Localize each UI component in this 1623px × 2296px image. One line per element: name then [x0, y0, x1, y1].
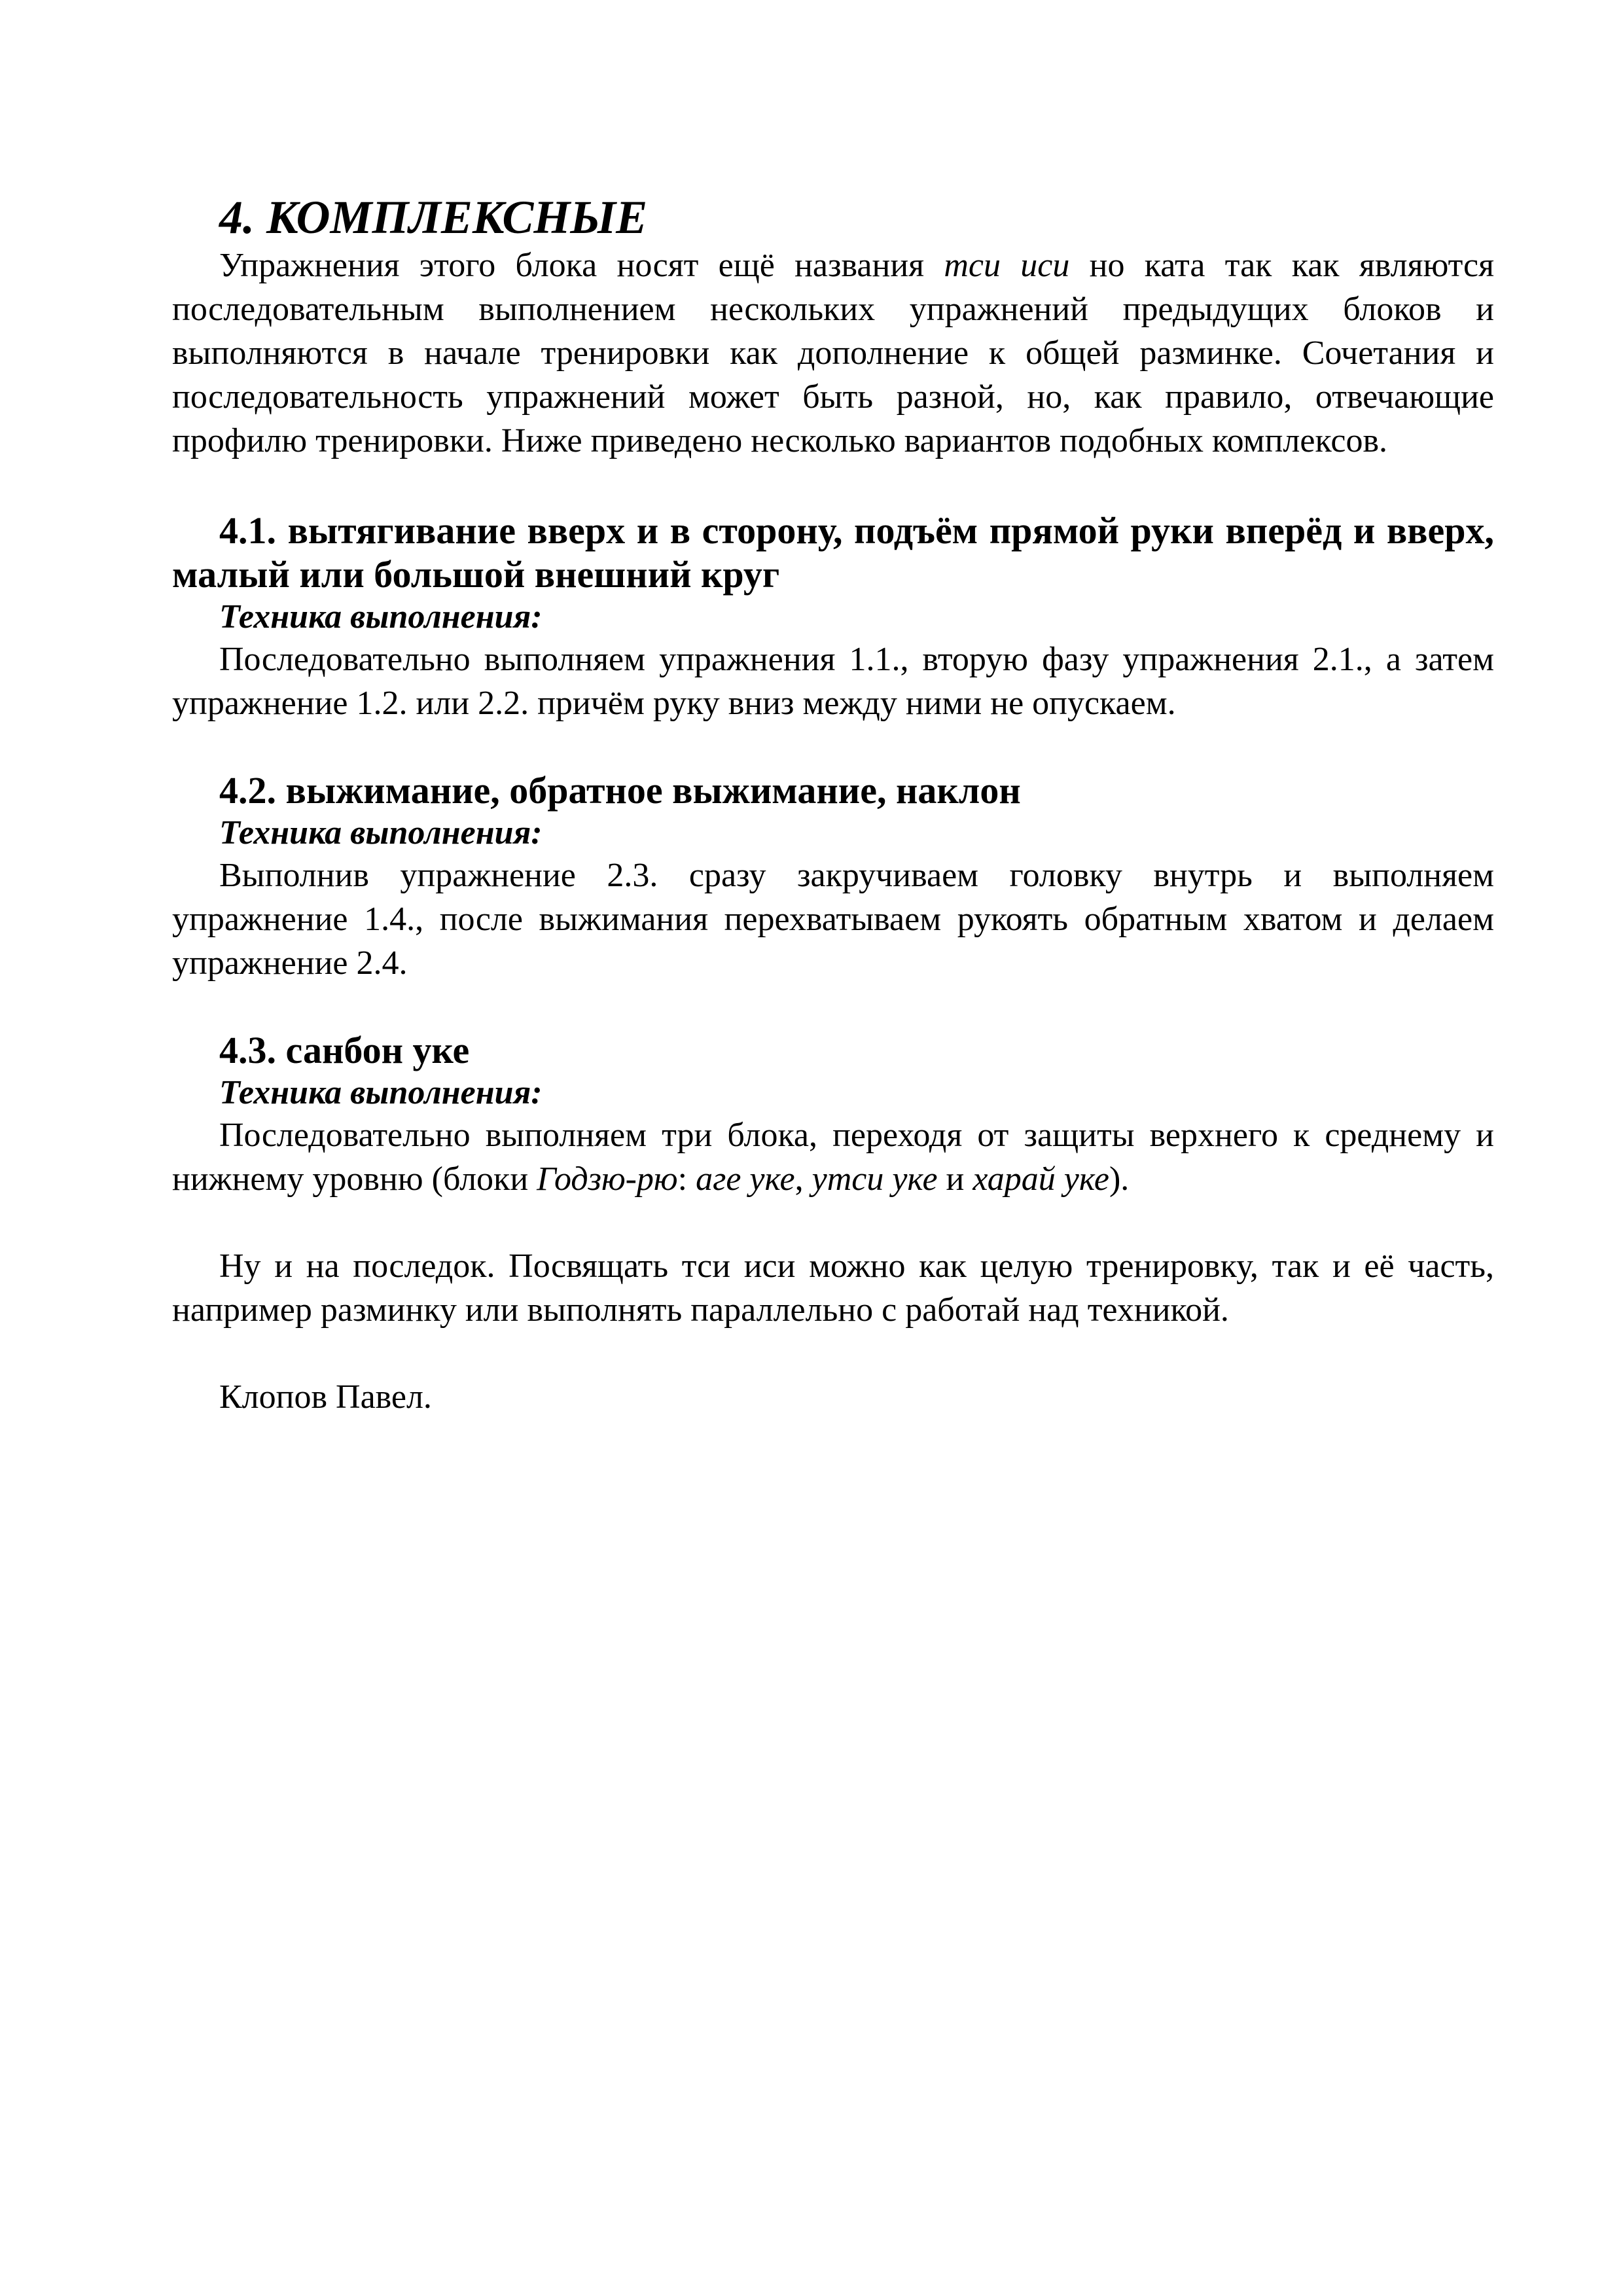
text-part: Последовательно выполняем три блока, переходя от защиты верхнего к среднему и нижнему уровню (блоки: [172, 1117, 1494, 1198]
author-signature: Клопов Павел.: [219, 1378, 432, 1416]
subsection-heading-4-3: 4.3. санбон уке: [219, 1029, 470, 1071]
text-part: :: [677, 1160, 696, 1198]
intro-paragraph: [172, 243, 1494, 463]
document-page: [172, 191, 1494, 1419]
closing-paragraph: Ну и на последок. Посвящать тси иси можно как целую тренировку, так и её часть, например разминку или выполнять параллельно с работай над техникой.: [172, 1247, 1494, 1329]
technique-label-4-1: Техника выполнения:: [219, 598, 543, 636]
intro-italic-term: тси иси: [944, 247, 1070, 284]
subsection-text-4-2: Выполнив упражнение 2.3. сразу закручиваем головку внутрь и выполняем упражнение 1.4., после выжимания перехватываем рукоять обратным хватом и делаем упражнение 2.4.: [172, 857, 1494, 982]
technique-label-4-3: Техника выполнения:: [219, 1074, 543, 1111]
subsection-text-4-3: [172, 1113, 1494, 1201]
section-title: 4. КОМПЛЕКСНЫЕ: [219, 191, 648, 243]
subsection-text-4-1: Последовательно выполняем упражнения 1.1., вторую фазу упражнения 2.1., а затем упражнение 1.2. или 2.2. причём руку вниз между ними не опускаем.: [172, 641, 1494, 722]
intro-text-start: Упражнения этого блока носят ещё названия: [219, 247, 944, 284]
intro-text-end: но ката так как являются последовательным выполнением нескольких упражнений предыдущих блоков и выполняются в начале тренировки как дополнение к общей разминке. Сочетания и последовательность упражнений может быть разной, но, как правило, отвечающие профилю тренировки. Ниже приведено несколько вариантов подобных комплексов.: [172, 247, 1495, 459]
text-part: ).: [1109, 1160, 1130, 1198]
subsection-heading-4-2: 4.2. выжимание, обратное выжимание, наклон: [219, 769, 1021, 812]
italic-term-age-uke: аге уке: [696, 1160, 795, 1198]
subsection-heading-4-1: 4.1. вытягивание вверх и в сторону, подъём прямой руки вперёд и вверх, малый или большой внешний круг: [172, 509, 1494, 596]
italic-term-harai-uke: харай уке: [972, 1160, 1109, 1198]
italic-term-utsi-uke: утси уке: [812, 1160, 938, 1198]
technique-label-4-2: Техника выполнения:: [219, 814, 543, 852]
text-part: ,: [794, 1160, 812, 1198]
text-part: и: [937, 1160, 973, 1198]
italic-term-goju-ryu: Годзю-рю: [537, 1160, 678, 1198]
